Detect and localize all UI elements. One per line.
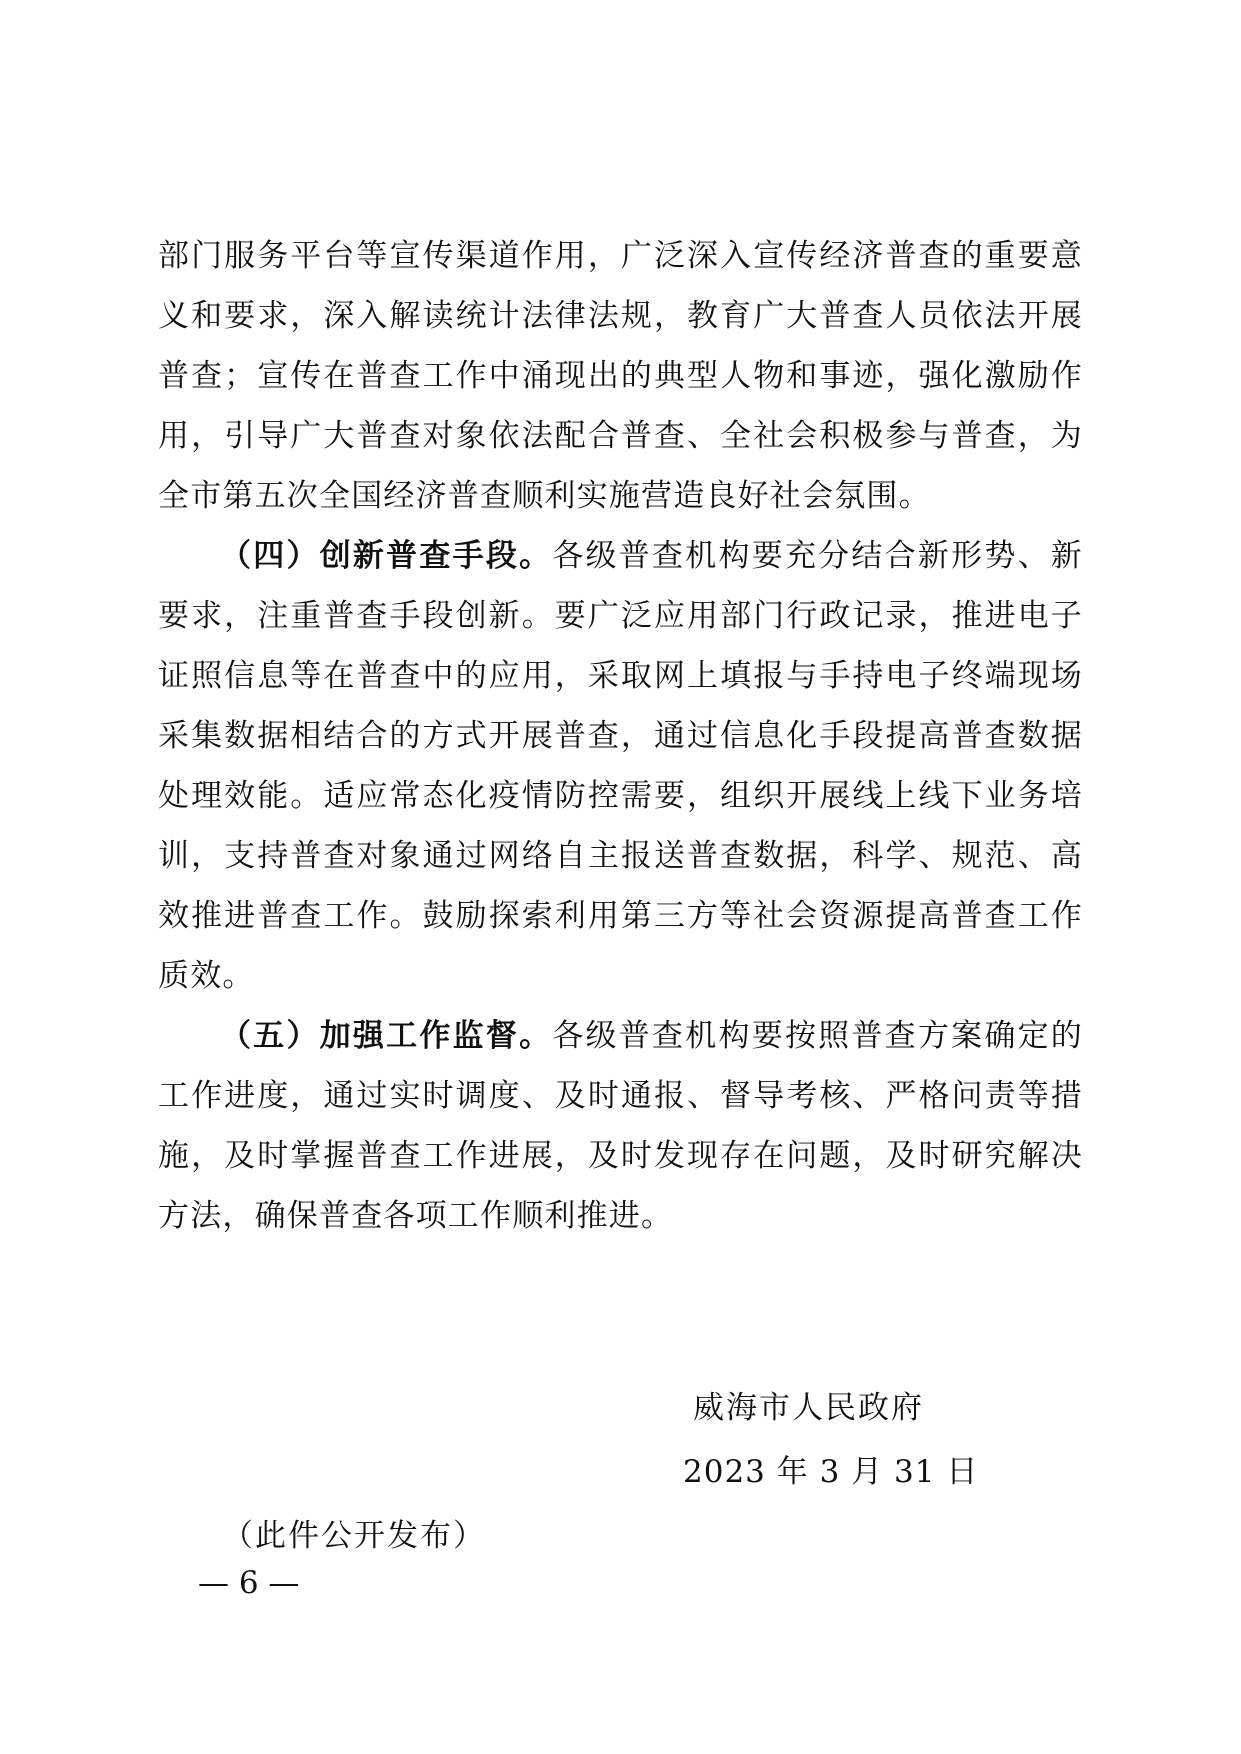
document-body — [158, 226, 1083, 1246]
paragraph-innovate-census-methods — [158, 526, 1083, 1006]
disclosure-note: （此件公开发布） — [222, 1518, 486, 1554]
page-number: — 6 — — [198, 1565, 300, 1601]
paragraph-strengthen-supervision — [158, 1006, 1083, 1246]
paragraph-continuation — [158, 226, 1083, 526]
paragraph-heading: （五）加强工作监督。 — [220, 1018, 553, 1054]
paragraph-text: 部门服务平台等宣传渠道作用，广泛深入宣传经济普查的重要意义和要求，深入解读统计法律法规，教育广大普查人员依法开展普查；宣传在普查工作中涌现出的典型人物和事迹，强化激励作用，引导广大普查对象依法配合普查、全社会积极参与普查，为全市第五次全国经济普查顺利实施营造良好社会氛围。 — [158, 238, 1083, 514]
paragraph-text: 各级普查机构要充分结合新形势、新要求，注重普查手段创新。要广泛应用部门行政记录，推进电子证照信息等在普查中的应用，采取网上填报与手持电子终端现场采集数据相结合的方式开展普查，通过信息化手段提高普查数据处理效能。适应常态化疫情防控需要，组织开展线上线下业务培训，支持普查对象通过网络自主报送普查数据，科学、规范、高效推进普查工作。鼓励探索利用第三方等社会资源提高普查工作质效。 — [158, 538, 1084, 994]
signature-organization: 威海市人民政府 — [693, 1390, 924, 1426]
signature-date: 2023 年 3 月 31 日 — [683, 1454, 979, 1490]
paragraph-text: 各级普查机构要按照普查方案确定的工作进度，通过实时调度、及时通报、督导考核、严格问责等措施，及时掌握普查工作进展，及时发现存在问题，及时研究解决方法，确保普查各项工作顺利推进。 — [158, 1018, 1084, 1234]
paragraph-heading: （四）创新普查手段。 — [220, 538, 553, 574]
